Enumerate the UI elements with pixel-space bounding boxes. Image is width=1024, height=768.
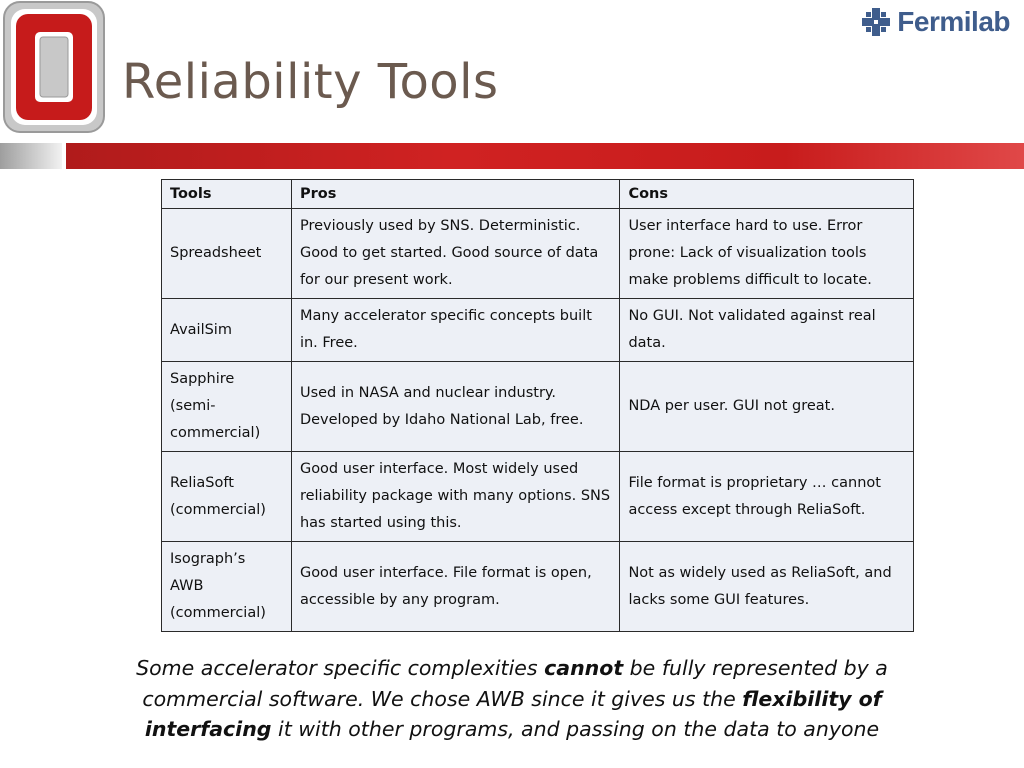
tool-cons: NDA per user. GUI not great. <box>620 362 914 452</box>
tool-name: ReliaSoft (commercial) <box>162 452 292 542</box>
header-cons: Cons <box>620 180 914 209</box>
tool-cons: File format is proprietary … cannot access except through ReliaSoft. <box>620 452 914 542</box>
conclusion-part-5: it with other programs, and passing on the data to anyone <box>271 717 880 741</box>
table-row <box>162 209 914 299</box>
header-bar-grey <box>0 143 62 169</box>
header-pros: Pros <box>291 180 619 209</box>
tool-pros: Many accelerator specific concepts built in. Free. <box>291 299 619 362</box>
tool-name: Isograph’s AWB (commercial) <box>162 542 292 632</box>
tools-comparison-table <box>161 179 914 632</box>
tool-pros: Good user interface. File format is open, accessible by any program. <box>291 542 619 632</box>
table-row <box>162 542 914 632</box>
ohio-state-o-logo <box>2 0 106 134</box>
fermilab-logo <box>861 4 1010 40</box>
conclusion-part-3: be fully represented by a commercial software. We chose AWB since it gives us the <box>142 656 888 711</box>
tool-cons: Not as widely used as ReliaSoft, and lacks some GUI features. <box>620 542 914 632</box>
conclusion-emphasis-cannot: cannot <box>544 656 624 680</box>
conclusion-emphasis-flexibility: flexibility of interfacing <box>144 686 882 741</box>
tool-name: AvailSim <box>162 299 292 362</box>
fermilab-logo-icon <box>861 7 891 37</box>
tool-pros: Good user interface. Most widely used reliability package with many options. SNS has started using this. <box>291 452 619 542</box>
tool-pros: Previously used by SNS. Deterministic. Good to get started. Good source of data for our present work. <box>291 209 619 299</box>
tool-cons: User interface hard to use. Error prone: Lack of visualization tools make problems difficult to locate. <box>620 209 914 299</box>
header-bar-red <box>66 143 1024 169</box>
table-row <box>162 452 914 542</box>
header-tools: Tools <box>162 180 292 209</box>
table-row <box>162 299 914 362</box>
fermilab-wordmark: Fermilab <box>897 6 1010 37</box>
table-row <box>162 362 914 452</box>
tool-name: Sapphire (semi-commercial) <box>162 362 292 452</box>
tool-cons: No GUI. Not validated against real data. <box>620 299 914 362</box>
table-header-row <box>162 180 914 209</box>
conclusion-text <box>80 653 944 745</box>
slide-title: Reliability Tools <box>122 54 499 110</box>
tool-pros: Used in NASA and nuclear industry. Developed by Idaho National Lab, free. <box>291 362 619 452</box>
conclusion-part-1: Some accelerator specific complexities <box>136 656 545 680</box>
tool-name: Spreadsheet <box>162 209 292 299</box>
